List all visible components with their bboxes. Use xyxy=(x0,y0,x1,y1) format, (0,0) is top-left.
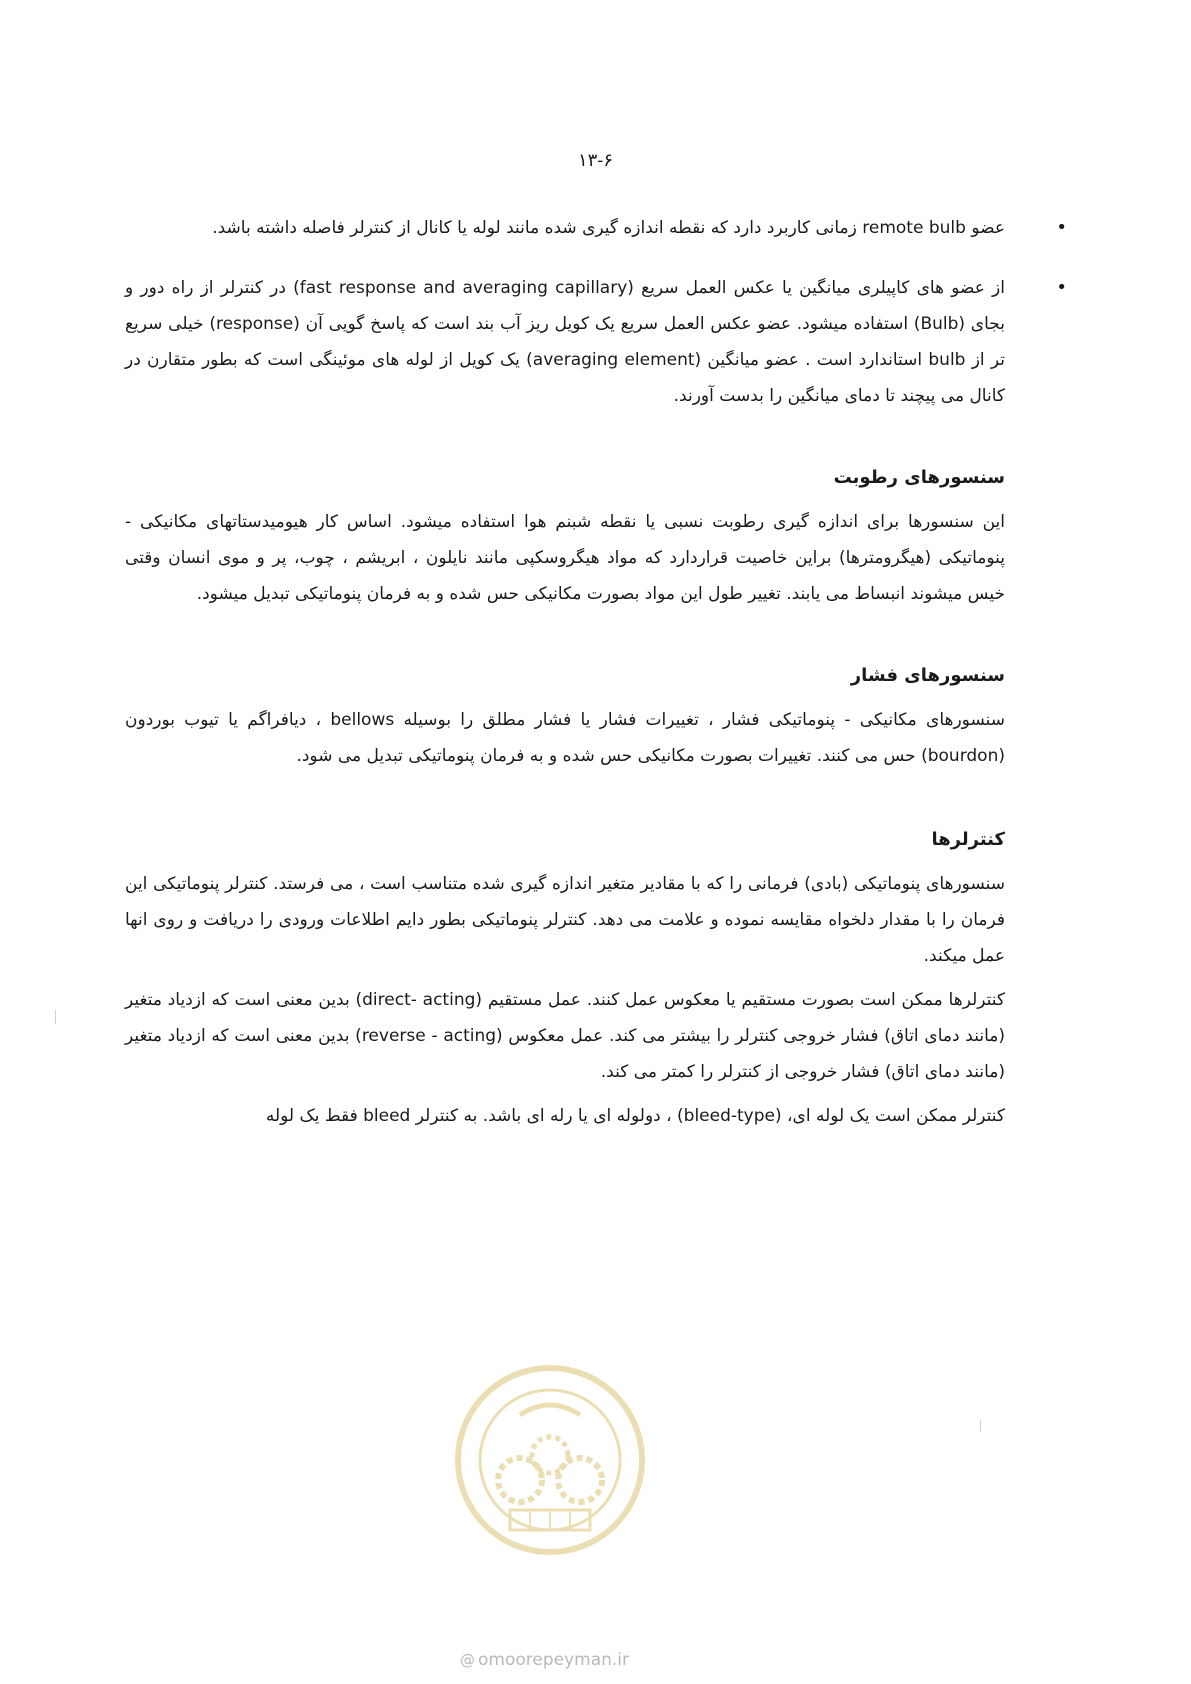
bullet-text: عضو remote bulb زمانی کاربرد دارد که نقطه اندازه گیری شده مانند لوله یا کانال از کنترلر فاصله داشته باشد. xyxy=(212,218,1005,238)
section-title: سنسورهای رطوبت xyxy=(833,467,1005,488)
section-title: کنترلرها xyxy=(931,829,1005,850)
page-number: ۱۳-۶ xyxy=(577,150,614,171)
footer-url xyxy=(460,1650,629,1670)
section-paragraph: این سنسورها برای اندازه گیری رطوبت نسبی یا نقطه شبنم هوا استفاده میشود. اساس کار هیومیدستاتهای مکانیکی - پنوماتیکی (هیگرومترها) براین خاصیت قراردارد که مواد هیگروسکپی مانند نایلون ، ابریشم ، چوب، پر و موی انسان وقتی خیس میشوند انبساط می یابند. تغییر طول این مواد بصورت مکانیکی حس شده و به فرمان پنوماتیکی تبدیل میشود. xyxy=(125,512,1005,604)
publisher-seal-watermark-icon xyxy=(450,1360,650,1560)
section-title: سنسورهای فشار xyxy=(850,665,1005,686)
footer-url-text: omoorepeyman.ir xyxy=(478,1650,630,1670)
section-paragraph: سنسورهای مکانیکی - پنوماتیکی فشار ، تغییرات فشار یا فشار مطلق را بوسیله bellows ، دیافراگم یا تیوب بوردون (bourdon) حس می کنند. تغییرات بصورت مکانیکی حس شده و به فرمان پنوماتیکی تبدیل می شود. xyxy=(125,710,1006,766)
section-paragraph: کنترلر ممکن است یک لوله ای، (bleed-type) ، دولوله ای یا رله ای باشد. به کنترلر bleed فقط یک لوله xyxy=(265,1106,1005,1126)
bullet-text: از عضو های کاپیلری میانگین یا عکس العمل سریع (fast response and averaging capillary) در کنترلر از راه دور و بجای (Bulb) استفاده میشود. عضو عکس العمل سریع یک کویل ریز آب بند است که پاسخ گویی آن (response) خیلی سریع تر از bulb استاندارد است . عضو میانگین (averaging element) یک کویل از لوله های موئینگی است که بطور متقارن در کانال می پیچند تا دمای میانگین را بدست آورند. xyxy=(125,278,1006,406)
scan-margin-mark xyxy=(55,1010,56,1024)
section-humidity-sensors xyxy=(125,460,1005,612)
scan-margin-mark xyxy=(980,1420,981,1432)
at-sign-icon: @ xyxy=(460,1651,475,1669)
bullet-item xyxy=(125,270,1067,414)
section-controllers xyxy=(125,822,1005,1134)
page-content xyxy=(125,210,1067,1134)
bullet-dot-icon: • xyxy=(1056,217,1067,238)
bullet-dot-icon: • xyxy=(1056,277,1067,298)
section-paragraph: کنترلرها ممکن است بصورت مستقیم یا معکوس عمل کنند. عمل مستقیم (direct- acting) بدین معنی است که ازدیاد متغیر (مانند دمای اتاق) فشار خروجی کنترلر را بیشتر می کند. عمل معکوس (reverse - acting) بدین معنی است که ازدیاد متغیر (مانند دمای اتاق) فشار خروجی از کنترلر را کمتر می کند. xyxy=(125,990,1005,1082)
bullet-item xyxy=(125,210,1067,246)
section-pressure-sensors xyxy=(125,658,1005,774)
section-paragraph: سنسورهای پنوماتیکی (بادی) فرمانی را که با مقادیر متغیر اندازه گیری شده متناسب است ، می فرستد. کنترلر پنوماتیکی این فرمان را با مقدار دلخواه مقایسه نموده و علامت می دهد. کنترلر پنوماتیکی بطور دایم اطلاعات ورودی را دریافت و روی انها عمل میکند. xyxy=(125,874,1005,966)
